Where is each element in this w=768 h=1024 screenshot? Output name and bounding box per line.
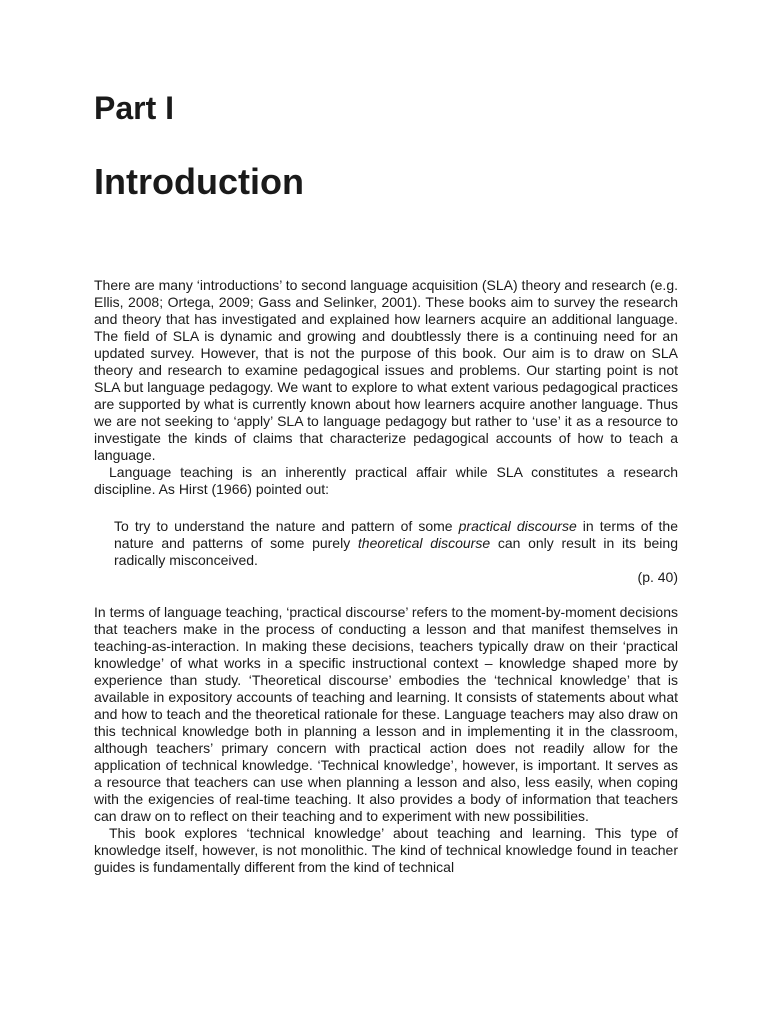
quote-page-reference: (p. 40) bbox=[637, 569, 678, 585]
quote-emphasis-theoretical: theoretical discourse bbox=[357, 535, 491, 551]
body-text bbox=[94, 277, 678, 876]
quote-emphasis-practical: practical discourse bbox=[458, 518, 577, 534]
block-quote bbox=[114, 518, 678, 586]
paragraph-1: There are many ‘introductions’ to second language acquisition (SLA) theory and research (e.g. Ellis, 2008; Ortega, 2009; Gass and Selinker, 2001). These books aim to survey the research and theory that has investigated and explained how learners acquire an additional language. The field of SLA is dynamic and growing and doubtlessly there is a continuing need for an updated survey. However, that is not the purpose of this book. Our aim is to draw on SLA theory and research to examine pedagogical issues and problems. Our starting point is not SLA but language pedagogy. We want to explore to what extent various pedagogical practices are supported by what is currently known about how learners acquire another language. Thus we are not seeking to ‘apply’ SLA to language pedagogy but rather to ‘use’ it as a resource to investigate the kinds of claims that characterize pedagogical accounts of how to teach a language. bbox=[94, 277, 678, 463]
paragraph-4: This book explores ‘technical knowledge’ about teaching and learning. This type of knowledge itself, however, is not monolithic. The kind of technical knowledge found in teacher guides is fundamentally different from the kind of technical bbox=[94, 825, 678, 875]
paragraph-2: Language teaching is an inherently practical affair while SLA constitutes a research discipline. As Hirst (1966) pointed out: bbox=[94, 464, 678, 497]
quote-text bbox=[114, 518, 678, 569]
chapter-title: Introduction bbox=[94, 161, 304, 202]
part-label: Part I bbox=[94, 90, 175, 126]
quote-text-part-1: To try to understand the nature and pattern of some bbox=[114, 518, 459, 534]
paragraph-3: In terms of language teaching, ‘practical discourse’ refers to the moment-by-moment decisions that teachers make in the process of conducting a lesson and that manifest themselves in teaching-as-interaction. In making these decisions, teachers typically draw on their ‘practical knowledge’ of what works in a specific instructional context – knowledge shaped more by experience than study. ‘Theoretical discourse’ embodies the ‘technical knowledge’ that is available in expository accounts of teaching and learning. It consists of statements about what and how to teach and the theoretical rationale for these. Language teachers may also draw on this technical knowledge both in planning a lesson and in implementing it in the classroom, although teachers’ primary concern with practical action does not readily allow for the application of technical knowledge. ‘Technical knowledge’, however, is important. It serves as a resource that teachers can use when planning a lesson and also, less easily, when coping with the exigencies of real-time teaching. It also provides a body of information that teachers can draw on to reflect on their teaching and to experiment with new possibilities. bbox=[94, 604, 678, 824]
quote-text-part-3: can only result in its being radically misconceived. bbox=[114, 535, 678, 568]
quote-text-part-2: in terms of the nature and patterns of some purely bbox=[114, 518, 679, 551]
